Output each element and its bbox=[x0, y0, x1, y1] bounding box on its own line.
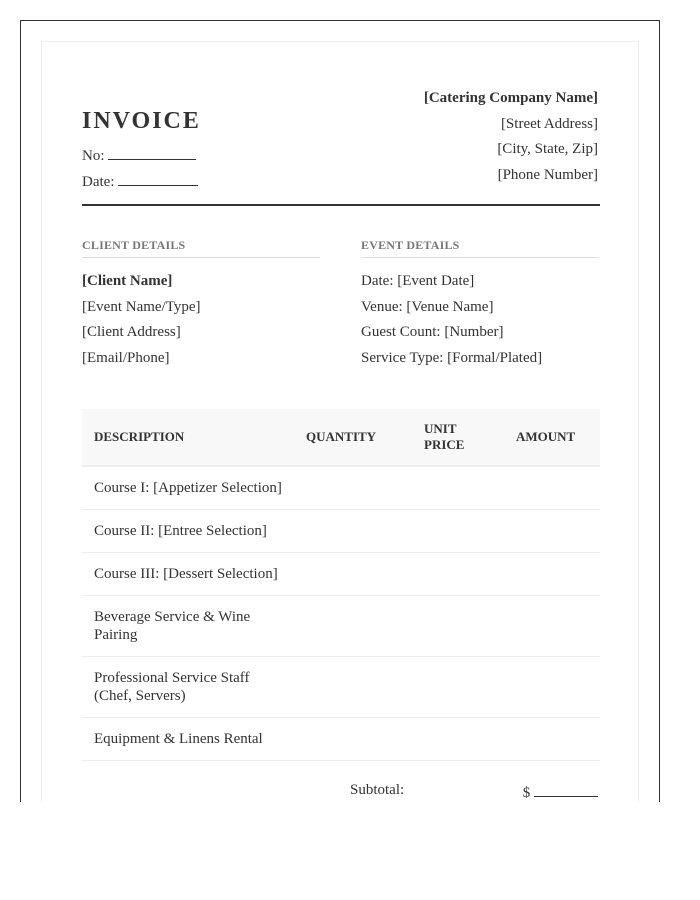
table-row bbox=[82, 510, 600, 553]
row-unit-price bbox=[412, 553, 504, 596]
table-row bbox=[82, 553, 600, 596]
row-amount bbox=[504, 596, 600, 657]
row-unit-price bbox=[412, 718, 504, 761]
row-quantity bbox=[294, 510, 412, 553]
header-amount: AMOUNT bbox=[504, 409, 600, 466]
row-description: Beverage Service & Wine Pairing bbox=[82, 596, 294, 657]
event-venue: Venue: [Venue Name] bbox=[361, 298, 494, 315]
subtotal-value bbox=[523, 782, 598, 802]
header-quantity: QUANTITY bbox=[294, 409, 412, 466]
company-info bbox=[424, 86, 598, 188]
currency-symbol: $ bbox=[522, 785, 531, 801]
row-description: Course III: [Dessert Selection] bbox=[82, 553, 294, 596]
row-quantity bbox=[294, 596, 412, 657]
invoice-sheet bbox=[41, 41, 639, 802]
client-details-heading: CLIENT DETAILS bbox=[82, 238, 320, 258]
row-description: Equipment & Linens Rental bbox=[82, 718, 294, 761]
row-unit-price bbox=[412, 510, 504, 553]
client-address: [Client Address] bbox=[82, 324, 181, 340]
company-street: [Street Address] bbox=[500, 115, 598, 132]
invoice-date-label: Date: bbox=[82, 174, 115, 190]
event-service-type: Service Type: [Formal/Plated] bbox=[361, 349, 543, 366]
row-unit-price bbox=[412, 596, 504, 657]
header-unit-price: UNIT PRICE bbox=[412, 409, 504, 466]
event-details-heading: EVENT DETAILS bbox=[361, 238, 599, 258]
subtotal-label: Subtotal: bbox=[350, 782, 405, 798]
invoice-number-label: No: bbox=[82, 148, 105, 164]
client-contact: [Email/Phone] bbox=[82, 349, 170, 366]
row-quantity bbox=[294, 718, 412, 761]
header-divider bbox=[82, 204, 600, 206]
invoice-title: INVOICE bbox=[82, 108, 201, 134]
row-quantity bbox=[294, 466, 412, 510]
row-description: Professional Service Staff (Chef, Servers) bbox=[82, 657, 294, 718]
event-date: Date: [Event Date] bbox=[361, 273, 475, 289]
invoice-date-blank bbox=[118, 171, 198, 186]
header-description: DESCRIPTION bbox=[82, 409, 294, 466]
row-unit-price bbox=[412, 657, 504, 718]
row-amount bbox=[504, 510, 600, 553]
company-phone: [Phone Number] bbox=[497, 166, 598, 183]
event-details bbox=[361, 269, 542, 371]
row-amount bbox=[504, 657, 600, 718]
row-description: Course II: [Entree Selection] bbox=[82, 510, 294, 553]
event-guest-count: Guest Count: [Number] bbox=[361, 324, 504, 340]
line-items-table bbox=[82, 409, 600, 761]
table-header-row bbox=[82, 409, 600, 466]
row-description: Course I: [Appetizer Selection] bbox=[82, 466, 294, 510]
row-amount bbox=[504, 466, 600, 510]
subtotal-blank bbox=[534, 782, 598, 797]
invoice-date-line bbox=[82, 171, 198, 191]
invoice-number-line bbox=[82, 145, 196, 165]
company-city: [City, State, Zip] bbox=[497, 141, 598, 157]
client-name: [Client Name] bbox=[82, 273, 173, 289]
row-amount bbox=[504, 718, 600, 761]
client-details bbox=[82, 269, 200, 371]
row-unit-price bbox=[412, 466, 504, 510]
row-amount bbox=[504, 553, 600, 596]
company-name: [Catering Company Name] bbox=[423, 90, 598, 106]
page-frame bbox=[20, 20, 660, 802]
invoice-number-blank bbox=[108, 145, 196, 160]
row-quantity bbox=[294, 553, 412, 596]
table-row bbox=[82, 596, 600, 657]
table-row bbox=[82, 718, 600, 761]
table-row bbox=[82, 466, 600, 510]
client-event: [Event Name/Type] bbox=[82, 298, 201, 315]
row-quantity bbox=[294, 657, 412, 718]
table-row bbox=[82, 657, 600, 718]
